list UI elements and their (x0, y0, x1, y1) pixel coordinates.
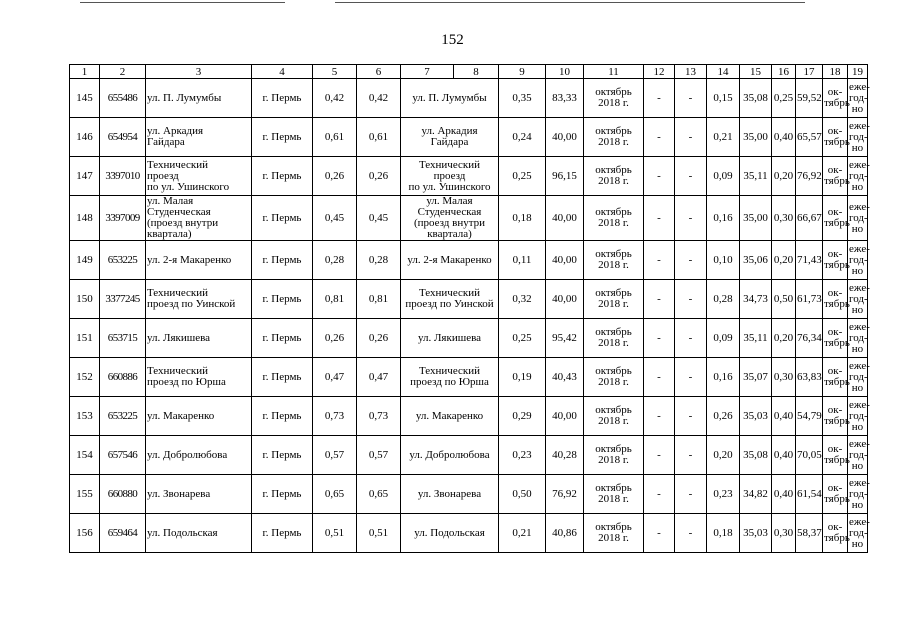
value-col12-cell: - (644, 358, 675, 397)
city-cell: г. Пермь (252, 358, 313, 397)
value-col6-cell: 0,45 (357, 196, 401, 241)
value-col10-cell: 40,00 (546, 241, 584, 280)
value-col6-cell: 0,26 (357, 157, 401, 196)
frequency-cell: еже- год- но (848, 241, 868, 280)
date-cell: октябрь 2018 г. (584, 118, 644, 157)
table-row (70, 514, 868, 553)
street-name-cell: ул. Макаренко (146, 397, 252, 436)
table-row (70, 358, 868, 397)
road-id-cell: 3397010 (100, 157, 146, 196)
col-header: 17 (796, 65, 823, 79)
date-cell: октябрь 2018 г. (584, 319, 644, 358)
value-col6-cell: 0,42 (357, 79, 401, 118)
frequency-cell: еже- год- но (848, 79, 868, 118)
route-name-cell: Технический проезд по Юрша (401, 358, 499, 397)
value-col17-cell: 59,52 (796, 79, 823, 118)
value-col16-cell: 0,40 (772, 436, 796, 475)
frequency-cell: еже- год- но (848, 196, 868, 241)
date-cell: октябрь 2018 г. (584, 358, 644, 397)
value-col13-cell: - (675, 118, 707, 157)
value-col13-cell: - (675, 397, 707, 436)
row-number-cell: 149 (70, 241, 100, 280)
frequency-cell: еже- год- но (848, 436, 868, 475)
value-col10-cell: 40,00 (546, 196, 584, 241)
value-col10-cell: 76,92 (546, 475, 584, 514)
road-id-cell: 659464 (100, 514, 146, 553)
frequency-cell: еже- год- но (848, 397, 868, 436)
street-name-cell: Технический проезд по Юрша (146, 358, 252, 397)
value-col13-cell: - (675, 475, 707, 514)
frequency-cell: еже- год- но (848, 514, 868, 553)
value-col13-cell: - (675, 436, 707, 475)
col-header: 7 (401, 65, 454, 79)
value-col17-cell: 58,37 (796, 514, 823, 553)
value-col5-cell: 0,61 (313, 118, 357, 157)
road-id-cell: 3397009 (100, 196, 146, 241)
value-col9-cell: 0,25 (499, 157, 546, 196)
value-col9-cell: 0,25 (499, 319, 546, 358)
route-name-cell: Технический проезд по ул. Ушинского (401, 157, 499, 196)
month-cell: ок- тябрь (823, 118, 848, 157)
value-col16-cell: 0,50 (772, 280, 796, 319)
col-header: 14 (707, 65, 740, 79)
value-col5-cell: 0,42 (313, 79, 357, 118)
value-col10-cell: 40,00 (546, 397, 584, 436)
value-col15-cell: 35,11 (740, 319, 772, 358)
col-header: 1 (70, 65, 100, 79)
col-header: 15 (740, 65, 772, 79)
route-name-cell: Технический проезд по Уинской (401, 280, 499, 319)
route-name-cell: ул. Добролюбова (401, 436, 499, 475)
month-cell: ок- тябрь (823, 280, 848, 319)
value-col6-cell: 0,26 (357, 319, 401, 358)
value-col5-cell: 0,26 (313, 157, 357, 196)
street-name-cell: ул. Звонарева (146, 475, 252, 514)
city-cell: г. Пермь (252, 436, 313, 475)
value-col17-cell: 71,43 (796, 241, 823, 280)
value-col13-cell: - (675, 514, 707, 553)
road-id-cell: 3377245 (100, 280, 146, 319)
frequency-cell: еже- год- но (848, 280, 868, 319)
street-name-cell: ул. Лякишева (146, 319, 252, 358)
row-number-cell: 152 (70, 358, 100, 397)
value-col14-cell: 0,09 (707, 319, 740, 358)
value-col12-cell: - (644, 157, 675, 196)
value-col9-cell: 0,35 (499, 79, 546, 118)
month-cell: ок- тябрь (823, 79, 848, 118)
value-col6-cell: 0,51 (357, 514, 401, 553)
value-col6-cell: 0,73 (357, 397, 401, 436)
street-name-cell: ул. Подольская (146, 514, 252, 553)
route-name-cell: ул. Звонарева (401, 475, 499, 514)
date-cell: октябрь 2018 г. (584, 241, 644, 280)
value-col5-cell: 0,73 (313, 397, 357, 436)
table-row (70, 157, 868, 196)
row-number-cell: 145 (70, 79, 100, 118)
value-col5-cell: 0,65 (313, 475, 357, 514)
value-col14-cell: 0,16 (707, 196, 740, 241)
value-col12-cell: - (644, 118, 675, 157)
value-col16-cell: 0,40 (772, 118, 796, 157)
road-id-cell: 653225 (100, 241, 146, 280)
date-cell: октябрь 2018 г. (584, 436, 644, 475)
col-header: 3 (146, 65, 252, 79)
road-id-cell: 655486 (100, 79, 146, 118)
value-col17-cell: 54,79 (796, 397, 823, 436)
row-number-cell: 154 (70, 436, 100, 475)
value-col17-cell: 76,92 (796, 157, 823, 196)
value-col13-cell: - (675, 196, 707, 241)
value-col17-cell: 76,34 (796, 319, 823, 358)
table-row (70, 241, 868, 280)
row-number-cell: 148 (70, 196, 100, 241)
value-col5-cell: 0,47 (313, 358, 357, 397)
route-name-cell: ул. Макаренко (401, 397, 499, 436)
route-name-cell: ул. Малая Студенческая (проезд внутри квартала) (401, 196, 499, 241)
road-id-cell: 654954 (100, 118, 146, 157)
value-col5-cell: 0,81 (313, 280, 357, 319)
table-row (70, 397, 868, 436)
row-number-cell: 155 (70, 475, 100, 514)
value-col10-cell: 40,86 (546, 514, 584, 553)
city-cell: г. Пермь (252, 514, 313, 553)
city-cell: г. Пермь (252, 475, 313, 514)
value-col15-cell: 34,73 (740, 280, 772, 319)
value-col13-cell: - (675, 280, 707, 319)
value-col13-cell: - (675, 241, 707, 280)
table-row (70, 475, 868, 514)
value-col14-cell: 0,16 (707, 358, 740, 397)
value-col9-cell: 0,21 (499, 514, 546, 553)
value-col16-cell: 0,40 (772, 475, 796, 514)
date-cell: октябрь 2018 г. (584, 157, 644, 196)
date-cell: октябрь 2018 г. (584, 475, 644, 514)
table-row (70, 79, 868, 118)
value-col10-cell: 40,00 (546, 280, 584, 319)
header-rule-right (335, 2, 805, 3)
value-col16-cell: 0,20 (772, 241, 796, 280)
road-id-cell: 657546 (100, 436, 146, 475)
value-col15-cell: 35,03 (740, 514, 772, 553)
row-number-cell: 150 (70, 280, 100, 319)
page-number: 152 (441, 32, 464, 48)
row-number-cell: 153 (70, 397, 100, 436)
col-header: 12 (644, 65, 675, 79)
table-row (70, 436, 868, 475)
value-col10-cell: 83,33 (546, 79, 584, 118)
value-col9-cell: 0,32 (499, 280, 546, 319)
value-col14-cell: 0,26 (707, 397, 740, 436)
date-cell: октябрь 2018 г. (584, 397, 644, 436)
value-col6-cell: 0,65 (357, 475, 401, 514)
value-col15-cell: 35,11 (740, 157, 772, 196)
value-col10-cell: 40,43 (546, 358, 584, 397)
route-name-cell: ул. 2-я Макаренко (401, 241, 499, 280)
month-cell: ок- тябрь (823, 157, 848, 196)
value-col12-cell: - (644, 79, 675, 118)
value-col10-cell: 96,15 (546, 157, 584, 196)
value-col15-cell: 35,08 (740, 79, 772, 118)
value-col9-cell: 0,24 (499, 118, 546, 157)
value-col5-cell: 0,57 (313, 436, 357, 475)
value-col12-cell: - (644, 514, 675, 553)
month-cell: ок- тябрь (823, 397, 848, 436)
value-col10-cell: 95,42 (546, 319, 584, 358)
value-col12-cell: - (644, 196, 675, 241)
value-col17-cell: 63,83 (796, 358, 823, 397)
value-col10-cell: 40,28 (546, 436, 584, 475)
city-cell: г. Пермь (252, 280, 313, 319)
street-name-cell: ул. П. Лумумбы (146, 79, 252, 118)
frequency-cell: еже- год- но (848, 157, 868, 196)
value-col15-cell: 35,07 (740, 358, 772, 397)
value-col17-cell: 70,05 (796, 436, 823, 475)
value-col9-cell: 0,19 (499, 358, 546, 397)
col-header: 16 (772, 65, 796, 79)
city-cell: г. Пермь (252, 319, 313, 358)
value-col9-cell: 0,11 (499, 241, 546, 280)
value-col16-cell: 0,30 (772, 196, 796, 241)
value-col16-cell: 0,40 (772, 397, 796, 436)
value-col15-cell: 34,82 (740, 475, 772, 514)
value-col9-cell: 0,50 (499, 475, 546, 514)
value-col17-cell: 65,57 (796, 118, 823, 157)
city-cell: г. Пермь (252, 118, 313, 157)
value-col5-cell: 0,45 (313, 196, 357, 241)
value-col16-cell: 0,20 (772, 319, 796, 358)
value-col5-cell: 0,26 (313, 319, 357, 358)
value-col9-cell: 0,29 (499, 397, 546, 436)
table-row (70, 319, 868, 358)
value-col14-cell: 0,10 (707, 241, 740, 280)
date-cell: октябрь 2018 г. (584, 196, 644, 241)
table-body (70, 65, 868, 553)
value-col13-cell: - (675, 358, 707, 397)
value-col16-cell: 0,20 (772, 157, 796, 196)
city-cell: г. Пермь (252, 157, 313, 196)
road-id-cell: 660880 (100, 475, 146, 514)
value-col12-cell: - (644, 397, 675, 436)
value-col14-cell: 0,21 (707, 118, 740, 157)
month-cell: ок- тябрь (823, 514, 848, 553)
value-col6-cell: 0,28 (357, 241, 401, 280)
value-col16-cell: 0,30 (772, 358, 796, 397)
frequency-cell: еже- год- но (848, 319, 868, 358)
street-name-cell: ул. Малая Студенческая (проезд внутри квартала) (146, 196, 252, 241)
value-col9-cell: 0,18 (499, 196, 546, 241)
street-name-cell: ул. Аркадия Гайдара (146, 118, 252, 157)
frequency-cell: еже- год- но (848, 475, 868, 514)
value-col9-cell: 0,23 (499, 436, 546, 475)
value-col6-cell: 0,47 (357, 358, 401, 397)
value-col5-cell: 0,51 (313, 514, 357, 553)
col-header: 8 (454, 65, 499, 79)
frequency-cell: еже- год- но (848, 358, 868, 397)
route-name-cell: ул. П. Лумумбы (401, 79, 499, 118)
value-col12-cell: - (644, 436, 675, 475)
value-col6-cell: 0,57 (357, 436, 401, 475)
header-rule-left (80, 2, 285, 3)
col-header: 11 (584, 65, 644, 79)
value-col12-cell: - (644, 241, 675, 280)
month-cell: ок- тябрь (823, 475, 848, 514)
city-cell: г. Пермь (252, 79, 313, 118)
table-row (70, 280, 868, 319)
street-name-cell: ул. Добролюбова (146, 436, 252, 475)
col-header: 5 (313, 65, 357, 79)
value-col17-cell: 61,54 (796, 475, 823, 514)
route-name-cell: ул. Подольская (401, 514, 499, 553)
row-number-cell: 146 (70, 118, 100, 157)
road-id-cell: 660886 (100, 358, 146, 397)
month-cell: ок- тябрь (823, 241, 848, 280)
route-name-cell: ул. Лякишева (401, 319, 499, 358)
value-col13-cell: - (675, 157, 707, 196)
frequency-cell: еже- год- но (848, 118, 868, 157)
value-col5-cell: 0,28 (313, 241, 357, 280)
header-row (70, 65, 868, 79)
value-col15-cell: 35,08 (740, 436, 772, 475)
value-col6-cell: 0,61 (357, 118, 401, 157)
street-name-cell: ул. 2-я Макаренко (146, 241, 252, 280)
route-name-cell: ул. Аркадия Гайдара (401, 118, 499, 157)
date-cell: октябрь 2018 г. (584, 79, 644, 118)
month-cell: ок- тябрь (823, 319, 848, 358)
value-col17-cell: 66,67 (796, 196, 823, 241)
street-name-cell: Технический проезд по ул. Ушинского (146, 157, 252, 196)
month-cell: ок- тябрь (823, 436, 848, 475)
row-number-cell: 147 (70, 157, 100, 196)
table-row (70, 118, 868, 157)
city-cell: г. Пермь (252, 196, 313, 241)
table-row (70, 196, 868, 241)
street-name-cell: Технический проезд по Уинской (146, 280, 252, 319)
value-col12-cell: - (644, 475, 675, 514)
col-header: 6 (357, 65, 401, 79)
value-col17-cell: 61,73 (796, 280, 823, 319)
value-col12-cell: - (644, 319, 675, 358)
value-col10-cell: 40,00 (546, 118, 584, 157)
value-col14-cell: 0,28 (707, 280, 740, 319)
date-cell: октябрь 2018 г. (584, 514, 644, 553)
value-col14-cell: 0,18 (707, 514, 740, 553)
value-col14-cell: 0,20 (707, 436, 740, 475)
value-col15-cell: 35,00 (740, 196, 772, 241)
value-col16-cell: 0,25 (772, 79, 796, 118)
row-number-cell: 151 (70, 319, 100, 358)
value-col14-cell: 0,15 (707, 79, 740, 118)
col-header: 10 (546, 65, 584, 79)
value-col13-cell: - (675, 319, 707, 358)
value-col15-cell: 35,00 (740, 118, 772, 157)
month-cell: ок- тябрь (823, 358, 848, 397)
value-col13-cell: - (675, 79, 707, 118)
row-number-cell: 156 (70, 514, 100, 553)
city-cell: г. Пермь (252, 397, 313, 436)
col-header: 4 (252, 65, 313, 79)
month-cell: ок- тябрь (823, 196, 848, 241)
date-cell: октябрь 2018 г. (584, 280, 644, 319)
value-col12-cell: - (644, 280, 675, 319)
value-col15-cell: 35,03 (740, 397, 772, 436)
city-cell: г. Пермь (252, 241, 313, 280)
value-col14-cell: 0,09 (707, 157, 740, 196)
col-header: 13 (675, 65, 707, 79)
road-id-cell: 653225 (100, 397, 146, 436)
col-header: 2 (100, 65, 146, 79)
road-id-cell: 653715 (100, 319, 146, 358)
value-col6-cell: 0,81 (357, 280, 401, 319)
value-col14-cell: 0,23 (707, 475, 740, 514)
col-header: 19 (848, 65, 868, 79)
col-header: 18 (823, 65, 848, 79)
col-header: 9 (499, 65, 546, 79)
value-col15-cell: 35,06 (740, 241, 772, 280)
value-col16-cell: 0,30 (772, 514, 796, 553)
road-register-table (69, 64, 868, 553)
